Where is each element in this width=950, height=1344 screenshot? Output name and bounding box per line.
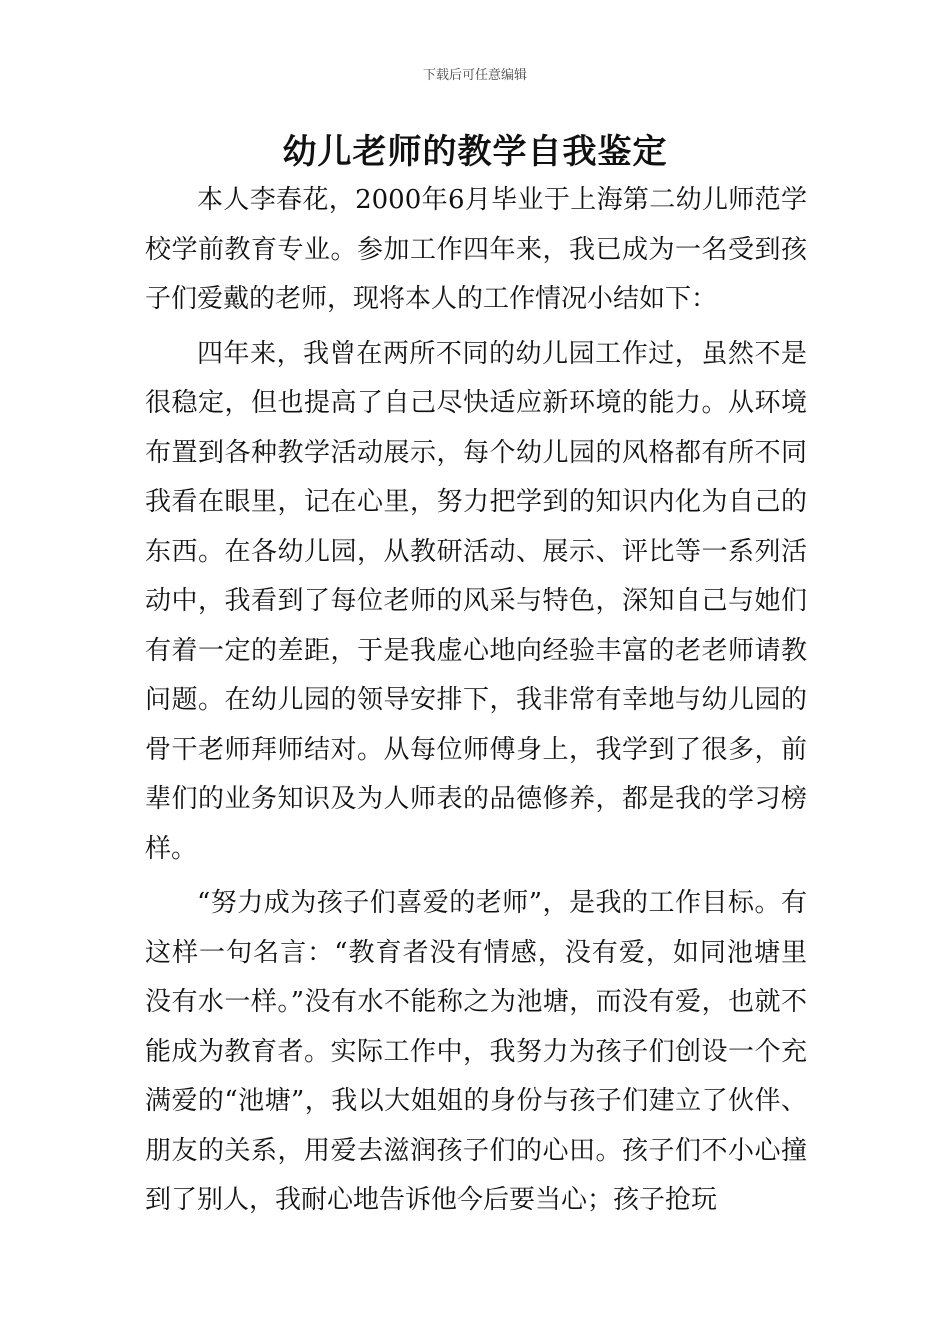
paragraph-intro: 本人李春花，2000年6月毕业于上海第二幼儿师范学校学前教育专业。参加工作四年来，我已成为一名受到孩子们爱戴的老师，现将本人的工作情况小结如下：: [145, 185, 807, 314]
document-title: 幼儿老师的教学自我鉴定: [282, 132, 668, 172]
document-body: [145, 176, 807, 1226]
page-header-note: 下载后可任意编辑: [422, 68, 527, 83]
paragraph-goal: “努力成为孩子们喜爱的老师”，是我的工作目标。有这样一句名言：“教育者没有情感，没有爱，如同池塘里没有水一样。”没有水不能称之为池塘，而没有爱，也就不能成为教育者。实际工作中，我努力为孩子们创设一个充满爱的“池塘”，我以大姐姐的身份与孩子们建立了伙伴、朋友的关系，用爱去滋润孩子们的心田。孩子们不小心撞到了别人，我耐心地告诉他今后要当心；孩子抢玩: [145, 888, 807, 1215]
paragraph-experience: 四年来，我曾在两所不同的幼儿园工作过，虽然不是很稳定，但也提高了自己尽快适应新环境的能力。从环境布置到各种教学活动展示，每个幼儿园的风格都有所不同我看在眼里，记在心里，努力把学到的知识内化为自己的东西。在各幼儿园，从教研活动、展示、评比等一系列活动中，我看到了每位老师的风采与特色，深知自己与她们有着一定的差距，于是我虚心地向经验丰富的老老师请教问题。在幼儿园的领导安排下，我非常有幸地与幼儿园的骨干老师拜师结对。从每位师傅身上，我学到了很多，前辈们的业务知识及为人师表的品德修养，都是我的学习榜样。: [145, 338, 807, 864]
